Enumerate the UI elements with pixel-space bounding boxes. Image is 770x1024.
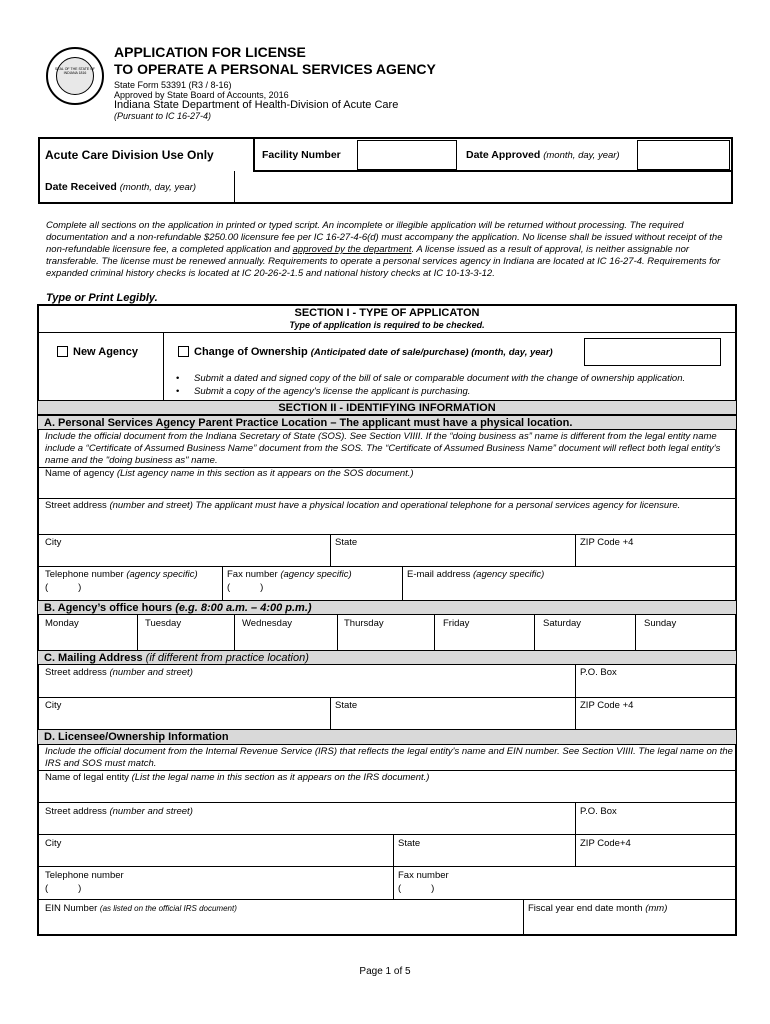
day-label: Saturday [543,618,582,629]
approved-by: Approved by State Board of Accounts, 2016 [114,90,289,100]
hours-saturday[interactable] [535,615,636,650]
ein-text: EIN Number [45,903,98,914]
legal-name-label [45,772,429,784]
seal-text: SEAL OF THE STATE OF INDIANA 1816 [54,67,96,75]
title-line-1: APPLICATION FOR LICENSE [114,44,306,60]
owner-city-label: City [45,838,62,849]
form-title [114,44,436,78]
owner-telephone-area-code[interactable] [45,883,81,895]
mail-po-box-field[interactable] [577,680,734,696]
city-label: City [45,537,62,548]
day-label: Wednesday [242,618,292,629]
new-agency-checkbox[interactable] [57,346,68,357]
divider [38,866,736,867]
divider [222,566,223,600]
bullet-2: • [176,386,180,397]
divider [38,770,736,771]
form-number: State Form 53391 (R3 / 8-16) [114,80,232,90]
mail-zip-field[interactable] [577,713,734,728]
section1-title: SECTION I - TYPE OF APPLICATON [294,307,480,319]
mail-street-field[interactable] [40,680,573,696]
date-received-field[interactable] [236,173,730,202]
owner-zip-label: ZIP Code+4 [580,838,631,849]
ein-label [45,903,237,915]
telephone-text: Telephone number [45,569,124,580]
section-a-title: A. Personal Services Agency Parent Practice Location – The applicant must have a physical location. [44,417,573,429]
owner-street-text: Street address [45,806,107,817]
paren-close: ) [431,883,435,894]
email-field[interactable] [404,582,734,598]
ein-hint: (as listed on the official IRS document) [99,904,237,913]
owner-fax-area-code[interactable] [398,883,434,895]
section-c-hint: (if different from practice location) [145,652,309,664]
agency-name-text: Name of agency [45,468,115,479]
instructions-text: Complete all sections on the application in printed or typed script. An incomplete or illegible application will be returned without processing. The required documentation and a non-refundable $250.00 licensure fee per IC 16-27-4-6(d) must accompany the application. No license shall be issued without receipt of the non-refundable licensure fee, a completed application and [46,220,723,255]
agency-name-field[interactable] [40,481,734,497]
fax-text: Fax number [227,569,278,580]
fiscal-year-field[interactable] [525,916,734,933]
mail-street-text: Street address [45,667,107,678]
instructions [46,220,730,280]
email-text: E-mail address [407,569,471,580]
divider [38,534,736,535]
owner-state-label: State [398,838,421,849]
mail-state-label: State [335,700,358,711]
mail-street-label [45,667,193,679]
hours-friday[interactable] [435,615,535,650]
divider [38,834,736,835]
bullet-1: • [176,373,180,384]
legal-name-hint: (List the legal name in this section as it appears on the IRS document.) [131,772,430,783]
section2-title: SECTION II - IDENTIFYING INFORMATION [278,402,496,414]
paren-open: ( [227,582,231,593]
owner-po-box-label: P.O. Box [580,806,617,817]
date-approved-field[interactable] [637,140,730,170]
hours-monday[interactable] [38,615,138,650]
section-c-text: C. Mailing Address [44,652,143,664]
paren-close: ) [78,883,82,894]
section2-bar [38,400,736,415]
fax-label [227,569,352,581]
divider [38,802,736,803]
hours-thursday[interactable] [338,615,435,650]
section-c-title [44,652,309,664]
date-approved-label [466,149,620,161]
fiscal-year-label [528,903,667,915]
zip-field[interactable] [577,550,734,565]
instructions-underlined: approved by the department [292,244,412,255]
telephone-label [45,569,198,581]
divider [38,566,736,567]
agency-name-hint: (List agency name in this section as it appears on the SOS document.) [116,468,414,479]
divider [402,566,403,600]
mail-zip-label: ZIP Code +4 [580,700,634,711]
divider [38,498,736,499]
mail-po-box-label: P.O. Box [580,667,617,678]
divider [523,899,524,935]
ein-field[interactable] [40,916,521,933]
facility-number-field[interactable] [357,140,457,170]
office-hours-row [38,615,736,650]
instructions-text-2: . A license issued as a result of approval, is neither assignable nor transferable. The license must be renewed annually. Requirements to operate a personal services agency in Indiana are located at IC 16-27-4. Requirements for expanded criminal history checks is located at IC 20-26-2-1.5 and national history checks at IC 10-13-3-12. [46,244,721,279]
street-label [45,500,680,512]
bullet-2-text: Submit a copy of the agency's license the applicant is purchasing. [194,386,471,397]
legal-name-text: Name of legal entity [45,772,129,783]
hours-wednesday[interactable] [235,615,338,650]
section-d-title: D. Licensee/Ownership Information [44,731,229,743]
owner-street-label [45,806,193,818]
page-number: Page 1 of 5 [359,966,411,977]
change-ownership-text: Change of Ownership [194,346,308,358]
day-label: Monday [45,618,79,629]
state-field[interactable] [332,550,573,565]
owner-street-hint: (number and street) [109,806,193,817]
bullet-1-text: Submit a dated and signed copy of the bill of sale or comparable document with the change of ownership application. [194,373,686,384]
day-label: Sunday [644,618,677,629]
pursuant: (Pursuant to IC 16-27-4) [114,111,212,121]
paren-open: ( [398,883,402,894]
section-b-text: B. Agency’s office hours [44,602,173,614]
owner-street-field[interactable] [40,819,573,834]
change-ownership-label [194,346,553,358]
telephone-hint: (agency specific) [126,569,198,580]
fax-area-code[interactable] [227,582,263,594]
paren-open: ( [45,883,49,894]
telephone-area-code[interactable] [45,582,81,594]
sale-date-field[interactable] [584,338,721,366]
section-a-bar [38,415,736,430]
day-label: Thursday [344,618,384,629]
state-seal [46,47,104,105]
fiscal-year-text: Fiscal year end date month [528,903,643,914]
email-hint: (agency specific) [473,569,545,580]
fax-hint: (agency specific) [280,569,352,580]
date-approved-hint: (month, day, year) [543,150,620,161]
section-c-bar [38,650,736,665]
seal-emblem [56,57,94,95]
date-received-hint: (month, day, year) [119,182,197,193]
city-field[interactable] [40,550,328,565]
section-d-bar [38,729,736,745]
day-label: Tuesday [145,618,182,629]
type-print-note: Type or Print Legibly. [46,292,158,304]
street-hint: (number and street) The applicant must have a physical location and operational telephone for a personal services agency for licensure. [109,500,681,511]
date-received-text: Date Received [45,181,117,193]
department: Indiana State Department of Health-Division of Acute Care [114,99,399,111]
owner-fax-label: Fax number [398,870,449,881]
hours-sunday[interactable] [636,615,736,650]
section1-subtitle: Type of application is required to be checked. [289,320,485,330]
section-b-title [44,602,312,614]
email-label [407,569,544,581]
change-ownership-hint: (Anticipated date of sale/purchase) (month, day, year) [310,347,553,358]
mail-city-field[interactable] [40,713,328,728]
divider [38,332,736,333]
section-b-bar [38,600,736,615]
title-line-2: TO OPERATE A PERSONAL SERVICES AGENCY [114,61,436,77]
change-ownership-checkbox[interactable] [178,346,189,357]
agency-name-label [45,468,414,480]
paren-close: ) [260,582,264,593]
section-b-hint: (e.g. 8:00 a.m. – 4:00 p.m.) [175,602,312,614]
divider [38,697,736,698]
state-label: State [335,537,358,548]
fiscal-year-hint: (mm) [645,903,668,914]
date-received-label [45,181,196,193]
paren-close: ) [78,582,82,593]
section-d-note: Include the official document from the Internal Revenue Service (IRS) that reflects the legal entity's name and EIN number. See Section VIIII. The legal name on the IRS and SOS must match. [45,746,733,769]
divider [575,534,576,566]
divider [163,332,164,400]
owner-city-field[interactable] [40,851,391,866]
hours-tuesday[interactable] [138,615,235,650]
divider [253,170,733,172]
paren-open: ( [45,582,49,593]
divider [330,534,331,566]
section-a-note: Include the official document from the Indiana Secretary of State (SOS). See Section VIIII. If the “doing business as” name is different from the legal entity name include a “Certificate of Assumed Business Name” document from the SOS. The “Certificate of Assumed Business Name” document will reflect both legal entity's name and the "doing business as" name. [45,431,721,466]
day-label: Friday [443,618,470,629]
owner-telephone-label: Telephone number [45,870,124,881]
office-use-title: Acute Care Division Use Only [45,148,214,162]
mail-state-field[interactable] [332,713,573,728]
mail-street-hint: (number and street) [109,667,193,678]
new-agency-label: New Agency [73,346,139,358]
owner-zip-field[interactable] [577,851,734,866]
owner-po-box-field[interactable] [577,819,734,834]
date-approved-text: Date Approved [466,149,541,161]
street-text: Street address [45,500,107,511]
divider [393,834,394,900]
divider [38,899,736,900]
divider [330,697,331,729]
legal-name-field[interactable] [40,785,734,801]
divider [253,137,255,171]
zip-label: ZIP Code +4 [580,537,634,548]
owner-state-field[interactable] [395,851,573,866]
facility-number-label: Facility Number [262,149,341,161]
mail-city-label: City [45,700,62,711]
street-field[interactable] [40,513,734,533]
